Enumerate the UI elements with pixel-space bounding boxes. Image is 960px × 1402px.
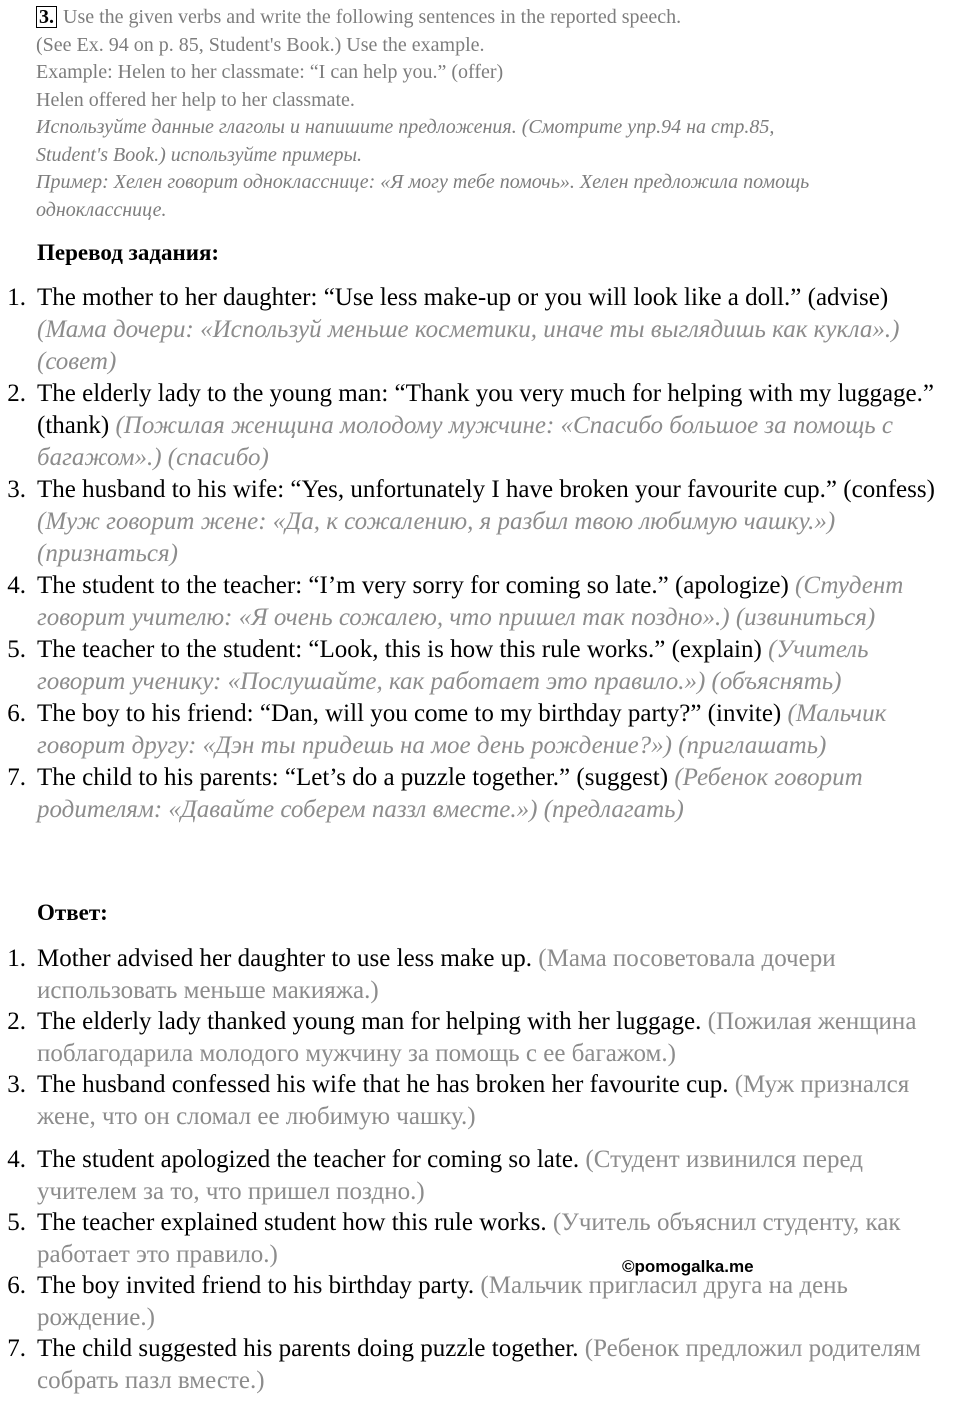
exercise-translation: (Учитель говорит ученику: «Послушайте, как работает это правило.») (объяснять) [37, 636, 869, 695]
instruction-translation-line: Используйте данные глаголы и напишите предложения. (Смотрите упр.94 на стр.85, [36, 116, 775, 138]
answer-translation: (Пожилая женщина поблагодарила молодого мужчину за помощь с ее багажом.) [37, 1008, 917, 1067]
example-translation-line: однокласснице. [36, 198, 167, 221]
exercise-sentence: The child to his parents: “Let’s do a puzzle together.” (suggest) [37, 764, 675, 791]
exercise-sentence: The teacher to the student: “Look, this is how this rule works.” (explain) [37, 636, 769, 663]
item-number: 7. [7, 1335, 26, 1362]
answer-sentence: The student apologized the teacher for coming so late. [37, 1146, 586, 1173]
watermark: ©pomogalka.me [622, 1257, 754, 1276]
item-number: 5. [7, 1209, 26, 1236]
answer-item [0, 1006, 960, 1069]
exercise-sentence: The student to the teacher: “I’m very sorry for coming so late.” (apologize) [37, 572, 796, 599]
answer-item [0, 1069, 960, 1132]
exercise-item [0, 570, 960, 634]
answer-item [0, 943, 960, 1006]
example-translation-line: Пример: Хелен говорит однокласснице: «Я могу тебе помочь». Хелен предложила помощь [36, 171, 810, 193]
answer-section-title: Ответ: [37, 900, 108, 925]
exercise-sentence: The boy to his friend: “Dan, will you come to my birthday party?” (invite) [37, 700, 788, 727]
item-number: 2. [7, 380, 26, 407]
instruction-line: (See Ex. 94 on p. 85, Student's Book.) Use the example. [36, 33, 485, 56]
example-line: Example: Helen to her classmate: “I can help you.” (offer) [36, 61, 504, 83]
item-number: 5. [7, 636, 26, 663]
exercise-sentence: The elderly lady to the young man: “Thank you very much for helping with my luggage.” (thank) [37, 380, 934, 439]
item-number: 1. [7, 284, 26, 311]
item-number: 7. [7, 764, 26, 791]
exercise-item [0, 474, 960, 570]
answer-sentence: The husband confessed his wife that he has broken her favourite cup. [37, 1071, 735, 1098]
answer-item [0, 1207, 960, 1270]
answer-sentence: Mother advised her daughter to use less make up. [37, 945, 539, 972]
exercise-translation: (Студент говорит учителю: «Я очень сожалею, что пришел так поздно».) (извиниться) [37, 572, 904, 631]
translation-section-title: Перевод задания: [37, 240, 220, 265]
answer-item [0, 1144, 960, 1207]
exercise-item [0, 634, 960, 698]
exercise-item [0, 282, 960, 378]
exercise-translation: (Ребенок говорит родителям: «Давайте соберем паззл вместе.») (предлагать) [37, 764, 863, 823]
answer-translation: (Студент извинился перед учителем за то, что пришел поздно.) [37, 1146, 863, 1205]
answer-translation: (Мама посоветовала дочери использовать меньше макияжа.) [37, 945, 836, 1004]
answer-sentence: The teacher explained student how this rule works. [37, 1209, 553, 1236]
answer-translation: (Муж признался жене, что он сломал ее любимую чашку.) [37, 1071, 910, 1130]
item-number: 6. [7, 700, 26, 727]
answer-translation: (Мальчик пригласил друга на день рождение.) [37, 1272, 848, 1331]
answer-sentence: The elderly lady thanked young man for helping with her luggage. [37, 1008, 708, 1035]
answer-sentence: The boy invited friend to his birthday party. [37, 1272, 481, 1299]
instruction-text: Use the given verbs and write the following sentences in the reported speech. [63, 6, 682, 28]
exercise-item [0, 762, 960, 826]
item-number: 3. [7, 1071, 26, 1098]
exercise-item [0, 698, 960, 762]
item-number: 4. [7, 1146, 26, 1173]
answer-translation: (Ребенок предложил родителям собрать пазл вместе.) [37, 1335, 921, 1394]
item-number: 3. [7, 476, 26, 503]
task-instructions [36, 4, 958, 224]
answer-translation: (Учитель объяснил студенту, как работает это правило.) [37, 1209, 901, 1268]
item-number: 4. [7, 572, 26, 599]
instruction-translation-line: Student's Book.) используйте примеры. [36, 143, 363, 166]
answer-list [0, 943, 960, 1396]
task-number-badge: 3. [36, 6, 57, 28]
exercise-sentence: The mother to her daughter: “Use less make-up or you will look like a doll.” (advise) [37, 284, 889, 311]
item-number: 6. [7, 1272, 26, 1299]
exercise-translation: (Пожилая женщина молодому мужчине: «Спасибо большое за помощь с багажом».) (спасибо) [37, 412, 894, 471]
item-number: 1. [7, 945, 26, 972]
example-answer-line: Helen offered her help to her classmate. [36, 88, 355, 111]
instruction-line [36, 4, 958, 32]
answer-item [0, 1333, 960, 1396]
exercise-translation: (Мальчик говорит другу: «Дэн ты придешь на мое день рождение?») (приглашать) [37, 700, 887, 759]
answer-item [0, 1270, 960, 1333]
item-number: 2. [7, 1008, 26, 1035]
exercise-sentence: The husband to his wife: “Yes, unfortunately I have broken your favourite cup.” (confess) [37, 476, 935, 503]
exercise-translation: (Муж говорит жене: «Да, к сожалению, я разбил твою любимую чашку.») (признаться) [37, 508, 836, 567]
exercise-translation: (Мама дочери: «Используй меньше косметики, иначе ты выглядишь как кукла».) (совет) [37, 316, 900, 375]
answer-sentence: The child suggested his parents doing puzzle together. [37, 1335, 585, 1362]
exercise-list [0, 282, 960, 826]
exercise-item [0, 378, 960, 474]
